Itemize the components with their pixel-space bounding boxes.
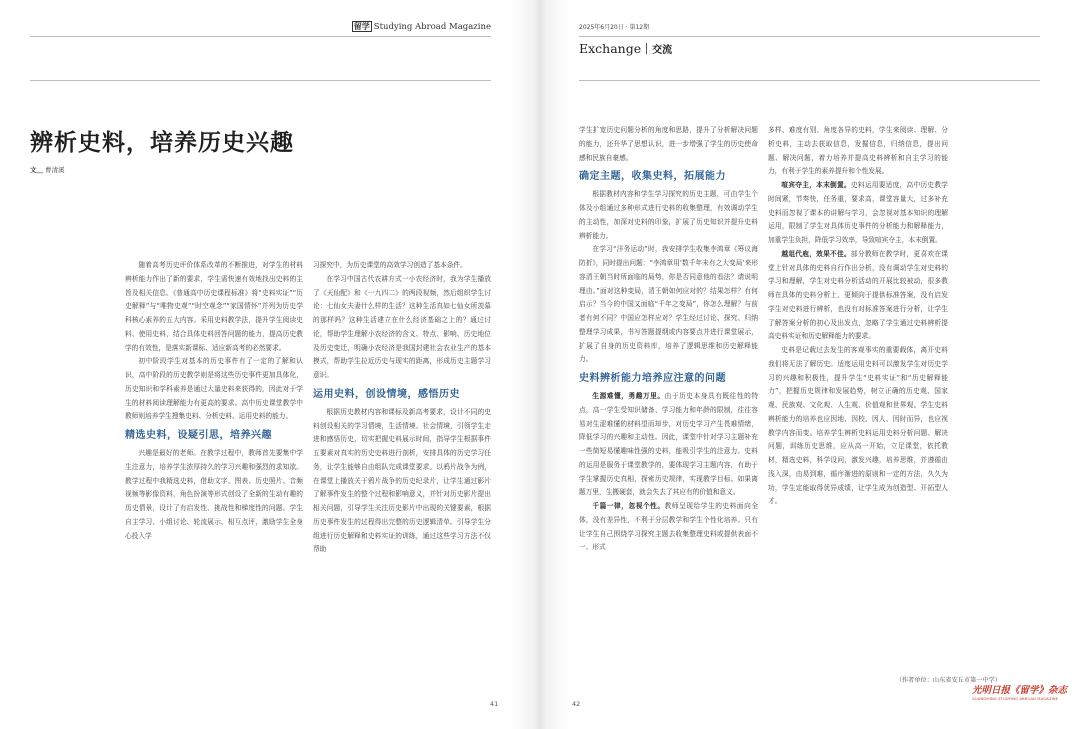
section-separator (646, 43, 647, 54)
paragraph-body: 史料运用要适度，高中历史教学时间紧，节奏快，任务重，要求高，课堂容量大，过多补充史料而忽视了课本的讲解与学习，会忽视对基本知识的理解运用，限制了学生对具体历史事件的分析能力和解释能力，加重学生负担，降低学习效率，导致喧宾夺主，本末倒置。 (768, 181, 948, 244)
paragraph: 在学习中国古代农耕方式一小农经济时，我为学生播放了《天仙配》和《一九四二》的两段视频，然后组织学生讨论：七仙女夫妻什么样的生活？这种生活真如七仙女所羡慕的那样吗？这种生活建立在什么经济基础之上的？通过讨论，帮助学生理解小农经济的含义、特点、影响、历史地位及历史变迁，明确小农经济是我国封建社会农业生产的基本模式，帮助学生拉近历史与现实的距离，形成历史主题学习意识。 (313, 274, 491, 379)
paragraph: 习探究中，为历史课堂的高效学习创造了基本条件。 (313, 261, 467, 269)
paragraph: 兴趣是最好的老师。在教学过程中，教师首先要集中学生注意力，培养学生浓厚持久的学习兴趣和强烈的求知欲。教学过程中我精选史料，借助文字、图表、历史照片、音频视频等影像资料，角色扮演等形式创设了全新的生动有趣的历史情景，设计了有启发性、挑战性和梯度性的问题。学生自主学习、小组讨论、轮流展示、相互点评，激励学生全身心投入学 (125, 449, 303, 540)
paragraph: 根据教材内容和学生学习探究的历史主题，可由学生个体及小组通过多种形式进行史料的收集整理，有效调动学生的主动性，加深对史料的印象，扩展了历史知识并提升史料辨析能力。 (579, 190, 758, 240)
paragraph: 根据历史教材内容和课标及新高考要求，设计不同的史料创设相关的学习情境，生活情境、社会情境，引领学生走进和感悟历史，切实把握史料展示时间，指导学生根据事件五要素对真实的历史史料进行剖析，安排具体的历史学习任务，让学生能够自由组队完成课堂要求。以鸦片战争为例，在课堂上播放关于鸦片战争的历史纪录片，让学生通过影片了解事件发生的整个过程和影响意义，并针对历史影片提出相关问题，引导学生关注历史影片中出现的关键要素，根据历史事件发生的过程得出完整的历史逻辑清单。引导学生分组进行历史解释和史料实证的训练，通过这些学习方法不仅帮助 (313, 407, 491, 554)
magazine-name-text: Studying Abroad Magazine (373, 22, 491, 32)
paragraph-body: 部分教师在教学时，更喜欢在课堂上针对具体的史料自行作出分析，没有调动学生对史料的学习和理解，学生对史料分析活动的开展比较被动，很多教师在具体的史料分析上，更倾向于提供标准答案，没有启发学生对史料进行辨析，也没有对标准答案进行分析，让学生了解答案分析的初心及出发点，忽略了学生通过史料辨析提高史料实证和历史解释能力的要求。 (768, 249, 948, 341)
lead-phrase: 喧宾夺主，本末倒置。 (781, 181, 851, 189)
issue-info: 2025年6月20日 · 第12期 (579, 24, 650, 31)
paragraph: 在学习“洋务运动”时，我安排学生收集李鸿章《筹议海防折》，同时提出问题：“李鸿章用‘数千年未有之大变局’来形容清王朝当时所面临的局势，你是否同意他的看法？请说明理由。”面对这种变局，清王朝如何应对的？结果怎样？有何启示？当今的中国又面临“千年之变局”，你怎么理解？与前者有何不同？中国应怎样应对？学生经过讨论、探究、归纳整理学习成果，书写答题提纲或内容要点并进行课堂展示，扩展了自身的历史资料库，培养了逻辑思维和历史解释能力。 (579, 245, 758, 364)
header-rule-bottom (30, 80, 491, 81)
author-affiliation: （作者单位：山东省安丘市第一中学） (895, 677, 1001, 684)
paragraph: 史料是记载过去发生的客观事实的重要载体，离开史料我们将无法了解历史。适度运用史料可以激发学生对历史学习的兴趣和积极性，提升学生“史料实证”和“历史解释能力”，把握历史规律和发展趋势，树立正确的历史观、国家观、民族观、文化观、人生观、价值观和世界观。学生史料辨析能力的培养也应因地、因校、因人、因时而异，也应视教学内容而变。培养学生辨析史料运用史料分析问题、解决问题，训练历史思维，应从高一开始，立足课堂，依托教材，精选史料，科学设问，激发兴趣，培养思维，并遵循由浅入深，由易到难，循序渐进的原则和一定的方法，久久为功，学生定能取得优异成绩，让学生成为创造型、开拓型人才。 (768, 346, 948, 506)
left-page-column-1 (125, 259, 303, 709)
page-number: 42 (572, 700, 581, 708)
header-rule-bottom (579, 80, 1040, 81)
section-title-zh: 交流 (652, 45, 673, 56)
section-header (579, 38, 672, 57)
article-title: 辨析史料，培养历史兴趣 (30, 130, 294, 156)
header-rule-top (579, 36, 1040, 37)
paragraph: 随着高考历史评价体系改革的不断推进，对学生的材料辨析能力作出了新的要求，学生需快速有效地找出史料的主旨及相关信息。《普通高中历史课程标准》将“史料实证”“历史解释”与“唯物史观”“时空观念”“家国情怀”并列为历史学科核心素养的五大内容。采用史料教学法，提升学生阅读史料、使用史料，结合具体史料回答问题的能力，提高历史教学的有效性，是落实新课标、适应新高考的必然要求。 (125, 261, 303, 352)
brand-logo-subtitle: GUANGMING STUDYING ABROAD MAGAZINE (972, 697, 1059, 701)
paragraph (768, 179, 948, 248)
paragraph-body: 由于历史本身具有既往性的特点，高一学生受知识储备、学习能力和年龄的限制，往往容易对生涩难懂的材料望而却步，对历史学习产生畏难情绪，降低学习的兴趣和主动性。因此，课堂中针对学习主题补充一些简短易懂趣味性强的史料，能吸引学生的注意力。史料的运用是服务于课堂教学的，要体现学习主题内容，有助于学生掌握历史真相，探索历史规律，实现教学目标。如果离题万里，生搬硬套，就会失去了其应有的价值和意义。 (579, 392, 758, 497)
lead-phrase: 越俎代庖，效果不佳。 (781, 249, 851, 258)
section-heading: 运用史料，创设情境，感悟历史 (313, 388, 460, 400)
paragraph: 多样、难度有别、角度各异的史料，学生来阅读、理解、分析史料，主动去获取信息，发掘信息，归纳信息，提出问题、解决问题，着力培养并提高史料辨析和自主学习的能力，有利于学生的素养提升和个性发展。 (768, 126, 948, 176)
paragraph (579, 500, 758, 555)
magazine-logo-icon: 留学 (353, 21, 370, 31)
section-title-en: Exchange (579, 41, 642, 56)
magazine-brand-logo (972, 685, 1068, 707)
paragraph (579, 390, 758, 500)
right-page-column-1 (579, 124, 758, 709)
byline (30, 165, 65, 174)
header-rule-top (30, 36, 491, 37)
page-number: 41 (490, 700, 499, 708)
lead-phrase: 生源难懂，勇趣万里。 (592, 392, 665, 400)
paragraph (768, 248, 948, 344)
lead-phrase: 千篇一律，忽视个性。 (592, 502, 665, 510)
brand-logo-text: 光明日报《留学》杂志 (972, 685, 1068, 696)
paragraph: 学生扩宽历史问题分析的角度和思路，提升了分析解决问题的能力，还升华了思想认识，进一步增强了学生的历史使命感和民族自豪感。 (579, 126, 758, 162)
section-heading: 史料辨析能力培养应注意的问题 (579, 373, 726, 384)
right-page (540, 0, 1080, 729)
byline-prefix: 文＿ (30, 166, 43, 174)
left-page-column-2 (313, 259, 491, 709)
author-name: 曹清溪 (45, 166, 65, 174)
section-heading: 精选史料，设疑引思，培养兴趣 (125, 430, 272, 441)
magazine-name (352, 21, 491, 32)
right-page-column-2 (768, 124, 948, 669)
paragraph: 初中阶段学生对基本的历史事件有了一定的了解和认识，高中阶段的历史教学则是将这些历史事件更加具体化，历史知识和学科素养是通过大量史料来获得的，因此对于学生的材料阅读理解能力有更高的要求。高中历史课堂教学中教师则培养学生搜集史料、分析史料、运用史料的能力。 (125, 357, 303, 421)
paragraph-body: 教师呈现给学生的史料面向全体，没有差异性，不利于分层教学和学生个性化培养。只有让学生自己围绕学习探究主题去收集整理史料或提供表面不一、形式 (579, 502, 758, 552)
section-heading: 确定主题，收集史料，拓展能力 (579, 171, 726, 183)
